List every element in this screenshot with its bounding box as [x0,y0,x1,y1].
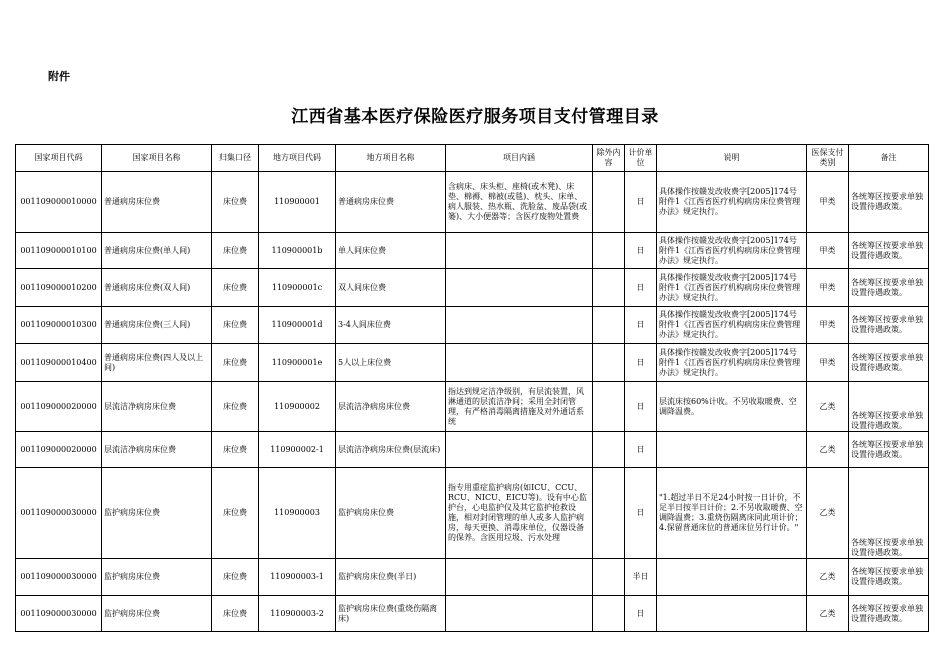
table-row [16,559,929,596]
exclusion-cell [593,468,625,559]
explanation-cell: 具体操作按赣发改收费字[2005]174号附件1《江西省医疗机构病房床位费管理办法》规定执行。 [657,269,807,307]
national-name-cell: 监护病房床位费 [102,596,212,632]
explanation-cell [657,559,807,596]
col-national-name: 国家项目名称 [102,145,212,172]
local-code-cell: 110900001e [259,344,336,382]
category-cell: 床位费 [212,596,259,632]
table-row [16,596,929,632]
national-name-cell: 普通病房床位费(双人间) [102,269,212,307]
local-name-cell: 层流洁净病房床位费 [336,382,446,432]
national-code-cell: 001109000010400 [16,344,102,382]
local-code-cell: 110900001 [259,172,336,233]
content-cell: 指专用重症监护病房(如ICU、CCU、RCU、NICU、EICU等)。设有中心监护台，心电监护仪及其它监护抢救设施，相对封闭管理的单人或多人监护病房，每天更换、消毒床单位，仪器设备的保养。含医用垃圾、污水处理 [446,468,593,559]
content-cell: 指达到规定洁净级别，有层流装置，风淋通道的层流洁净间；采用全封闭管理，有严格消毒隔离措施及对外通话系统 [446,382,593,432]
local-code-cell: 110900002 [259,382,336,432]
insurance-class-cell: 甲类 [807,233,849,269]
insurance-class-cell: 甲类 [807,307,849,344]
content-cell [446,269,593,307]
local-name-cell: 普通病房床位费 [336,172,446,233]
local-name-cell: 层流洁净病房床位费(层流床) [336,432,446,468]
local-name-cell: 监护病房床位费(半日) [336,559,446,596]
local-code-cell: 110900003-2 [259,596,336,632]
explanation-cell: "1.超过半日不足24小时按一日计价，不足半日按半日计价；2.不另收取暖费、空调降温费；3.重烧伤隔离床同此项计价；4.保留普通床位的普通床位另行计价。" [657,468,807,559]
exclusion-cell [593,432,625,468]
unit-cell: 日 [625,233,657,269]
col-local-name: 地方项目名称 [336,145,446,172]
table-row [16,468,929,559]
national-name-cell: 监护病房床位费 [102,468,212,559]
explanation-cell: 具体操作按赣发改收费字[2005]174号附件1《江西省医疗机构病房床位费管理办法》规定执行。 [657,344,807,382]
national-name-cell: 普通病房床位费(三人间) [102,307,212,344]
content-cell [446,344,593,382]
table-row [16,233,929,269]
explanation-cell: 具体操作按赣发改收费字[2005]174号附件1《江西省医疗机构病房床位费管理办法》规定执行。 [657,172,807,233]
content-cell: 含病床、床头柜、座椅(或木凳)、床垫、棉褥、棉被(或毯)、枕头、床单、病人服装、热水瓶、洗脸盆、废品袋(或篓)、大小便器等；含医疗废物处置费 [446,172,593,233]
catalog-table [15,144,929,632]
local-name-cell: 单人间床位费 [336,233,446,269]
remark-cell: 各统筹区按要求单独设置待遇政策。 [849,468,929,559]
unit-cell: 日 [625,172,657,233]
explanation-cell: 具体操作按赣发改收费字[2005]174号附件1《江西省医疗机构病房床位费管理办法》规定执行。 [657,233,807,269]
table-row [16,172,929,233]
insurance-class-cell: 甲类 [807,344,849,382]
local-code-cell: 110900003 [259,468,336,559]
insurance-class-cell: 乙类 [807,596,849,632]
col-national-code: 国家项目代码 [16,145,102,172]
category-cell: 床位费 [212,344,259,382]
attachment-label: 附件 [48,70,70,83]
national-name-cell: 普通病房床位费(四人及以上间) [102,344,212,382]
explanation-cell [657,432,807,468]
unit-cell: 日 [625,269,657,307]
exclusion-cell [593,596,625,632]
insurance-class-cell: 乙类 [807,559,849,596]
unit-cell: 日 [625,307,657,344]
table-row [16,382,929,432]
local-code-cell: 110900003-1 [259,559,336,596]
insurance-class-cell: 乙类 [807,468,849,559]
national-code-cell: 001109000010200 [16,269,102,307]
local-name-cell: 双人间床位费 [336,269,446,307]
exclusion-cell [593,233,625,269]
remark-cell: 各统筹区按要求单独设置待遇政策。 [849,596,929,632]
explanation-cell [657,596,807,632]
unit-cell: 日 [625,468,657,559]
exclusion-cell [593,344,625,382]
exclusion-cell [593,307,625,344]
col-explanation: 说明 [657,145,807,172]
national-code-cell: 001109000020000 [16,382,102,432]
content-cell [446,432,593,468]
local-code-cell: 110900002-1 [259,432,336,468]
national-name-cell: 层流洁净病房床位费 [102,382,212,432]
national-name-cell: 普通病房床位费(单人间) [102,233,212,269]
explanation-cell: 层流床按60%计收。不另收取暖费、空调降温费。 [657,382,807,432]
remark-cell: 各统筹区按要求单独设置待遇政策。 [849,559,929,596]
local-name-cell: 5人以上床位费 [336,344,446,382]
explanation-cell: 具体操作按赣发改收费字[2005]174号附件1《江西省医疗机构病房床位费管理办法》规定执行。 [657,307,807,344]
national-code-cell: 001109000010100 [16,233,102,269]
unit-cell: 半日 [625,559,657,596]
insurance-class-cell: 甲类 [807,172,849,233]
exclusion-cell [593,382,625,432]
unit-cell: 日 [625,432,657,468]
exclusion-cell [593,172,625,233]
local-name-cell: 监护病房床位费(重烧伤隔离床) [336,596,446,632]
national-code-cell: 001109000010300 [16,307,102,344]
local-code-cell: 110900001b [259,233,336,269]
national-code-cell: 001109000010000 [16,172,102,233]
national-code-cell: 001109000030000 [16,596,102,632]
page-title: 江西省基本医疗保险医疗服务项目支付管理目录 [291,107,659,127]
local-code-cell: 110900001c [259,269,336,307]
unit-cell: 日 [625,596,657,632]
category-cell: 床位费 [212,269,259,307]
category-cell: 床位费 [212,382,259,432]
col-insurance-class: 医保支付类别 [807,145,849,172]
content-cell [446,233,593,269]
col-category: 归集口径 [212,145,259,172]
remark-cell: 各统筹区按要求单独设置待遇政策。 [849,307,929,344]
insurance-class-cell: 乙类 [807,432,849,468]
col-content: 项目内涵 [446,145,593,172]
content-cell [446,596,593,632]
col-local-code: 地方项目代码 [259,145,336,172]
local-name-cell: 监护病房床位费 [336,468,446,559]
local-name-cell: 3-4人间床位费 [336,307,446,344]
table-row [16,269,929,307]
content-cell [446,307,593,344]
table-header-row [16,145,929,172]
remark-cell: 各统筹区按要求单独设置待遇政策。 [849,172,929,233]
category-cell: 床位费 [212,307,259,344]
national-name-cell: 普通病房床位费 [102,172,212,233]
table-row [16,432,929,468]
table-row [16,307,929,344]
national-code-cell: 001109000030000 [16,559,102,596]
table-row [16,344,929,382]
col-exclusion: 除外内容 [593,145,625,172]
national-code-cell: 001109000030000 [16,468,102,559]
remark-cell: 各统筹区按要求单独设置待遇政策。 [849,233,929,269]
exclusion-cell [593,269,625,307]
unit-cell: 日 [625,382,657,432]
col-unit: 计价单位 [625,145,657,172]
remark-cell: 各统筹区按要求单独设置待遇政策。 [849,432,929,468]
local-code-cell: 110900001d [259,307,336,344]
category-cell: 床位费 [212,559,259,596]
national-code-cell: 001109000020000 [16,432,102,468]
insurance-class-cell: 甲类 [807,269,849,307]
category-cell: 床位费 [212,172,259,233]
national-name-cell: 层流洁净病房床位费 [102,432,212,468]
category-cell: 床位费 [212,468,259,559]
content-cell [446,559,593,596]
unit-cell: 日 [625,344,657,382]
col-remark: 备注 [849,145,929,172]
remark-cell: 各统筹区按要求单独设置待遇政策。 [849,344,929,382]
exclusion-cell [593,559,625,596]
insurance-class-cell: 乙类 [807,382,849,432]
remark-cell: 各统筹区按要求单独设置待遇政策。 [849,269,929,307]
national-name-cell: 监护病房床位费 [102,559,212,596]
category-cell: 床位费 [212,233,259,269]
remark-cell: 各统筹区按要求单独设置待遇政策。 [849,382,929,432]
category-cell: 床位费 [212,432,259,468]
